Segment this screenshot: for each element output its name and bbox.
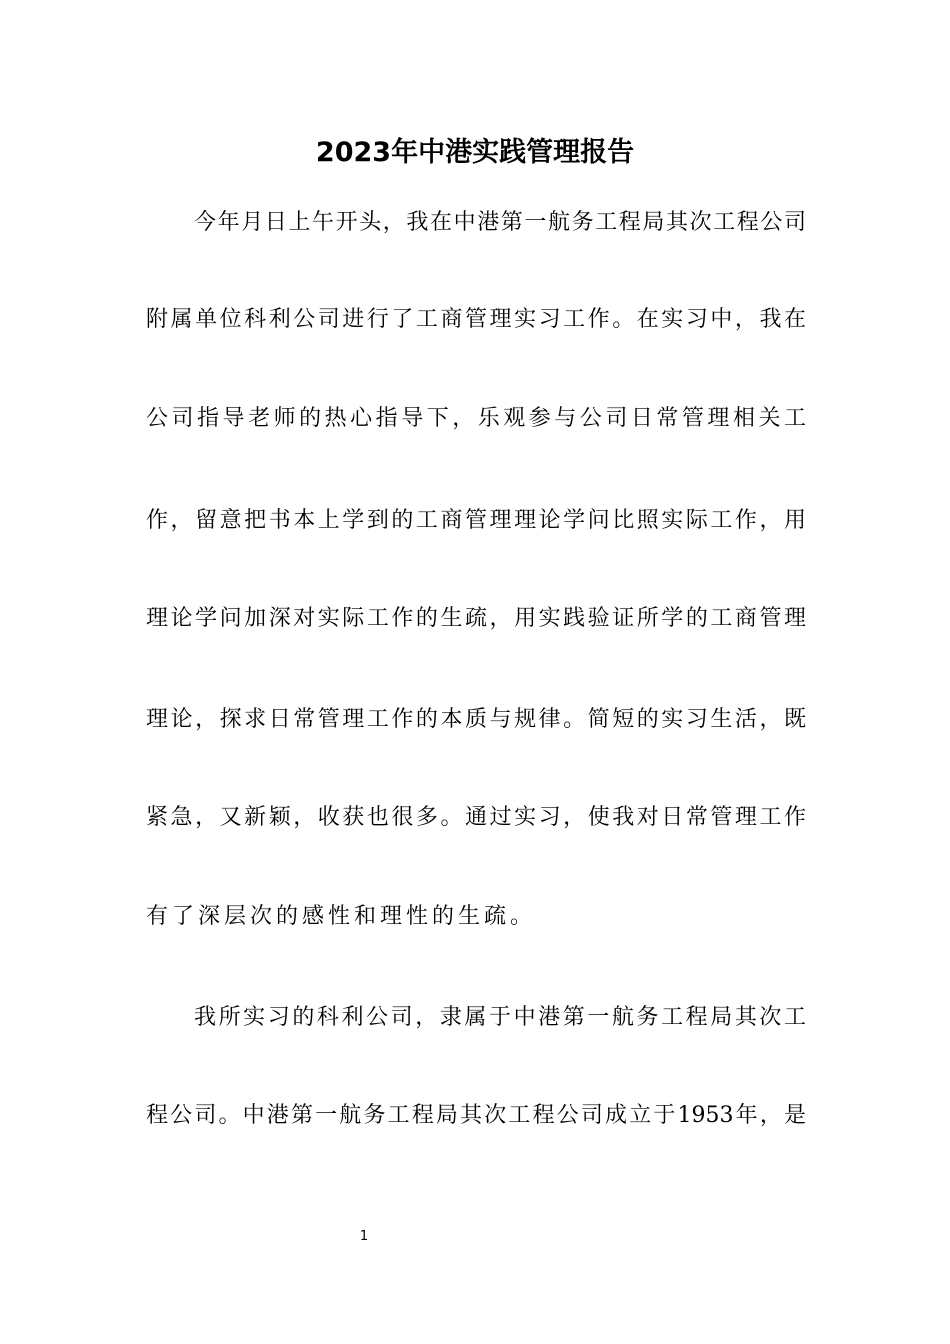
- paragraph-line: 有了深层次的感性和理性的生疏。: [146, 904, 537, 929]
- paragraph-line: 公司指导老师的热心指导下，乐观参与公司日常管理相关工: [146, 406, 806, 431]
- page-number: 1: [359, 1229, 369, 1244]
- paragraph-line: 今年月日上午开头，我在中港第一航务工程局其次工程公司: [194, 210, 806, 235]
- paragraph-line: 理论学问加深对实际工作的生疏，用实践验证所学的工商管理: [146, 606, 806, 631]
- paragraph-line: 附属单位科利公司进行了工商管理实习工作。在实习中，我在: [146, 307, 806, 332]
- paragraph-line: 紧急，又新颖，收获也很多。通过实习，使我对日常管理工作: [146, 805, 806, 830]
- document-title: 2023年中港实践管理报告: [315, 137, 635, 168]
- paragraph-line: 作，留意把书本上学到的工商管理理论学问比照实际工作，用: [146, 508, 806, 533]
- paragraph-line: 理论，探求日常管理工作的本质与规律。简短的实习生活，既: [146, 707, 806, 732]
- paragraph-line: 我所实习的科利公司，隶属于中港第一航务工程局其次工: [194, 1005, 806, 1030]
- paragraph-line: 程公司。中港第一航务工程局其次工程公司成立于1953年，是: [146, 1103, 806, 1128]
